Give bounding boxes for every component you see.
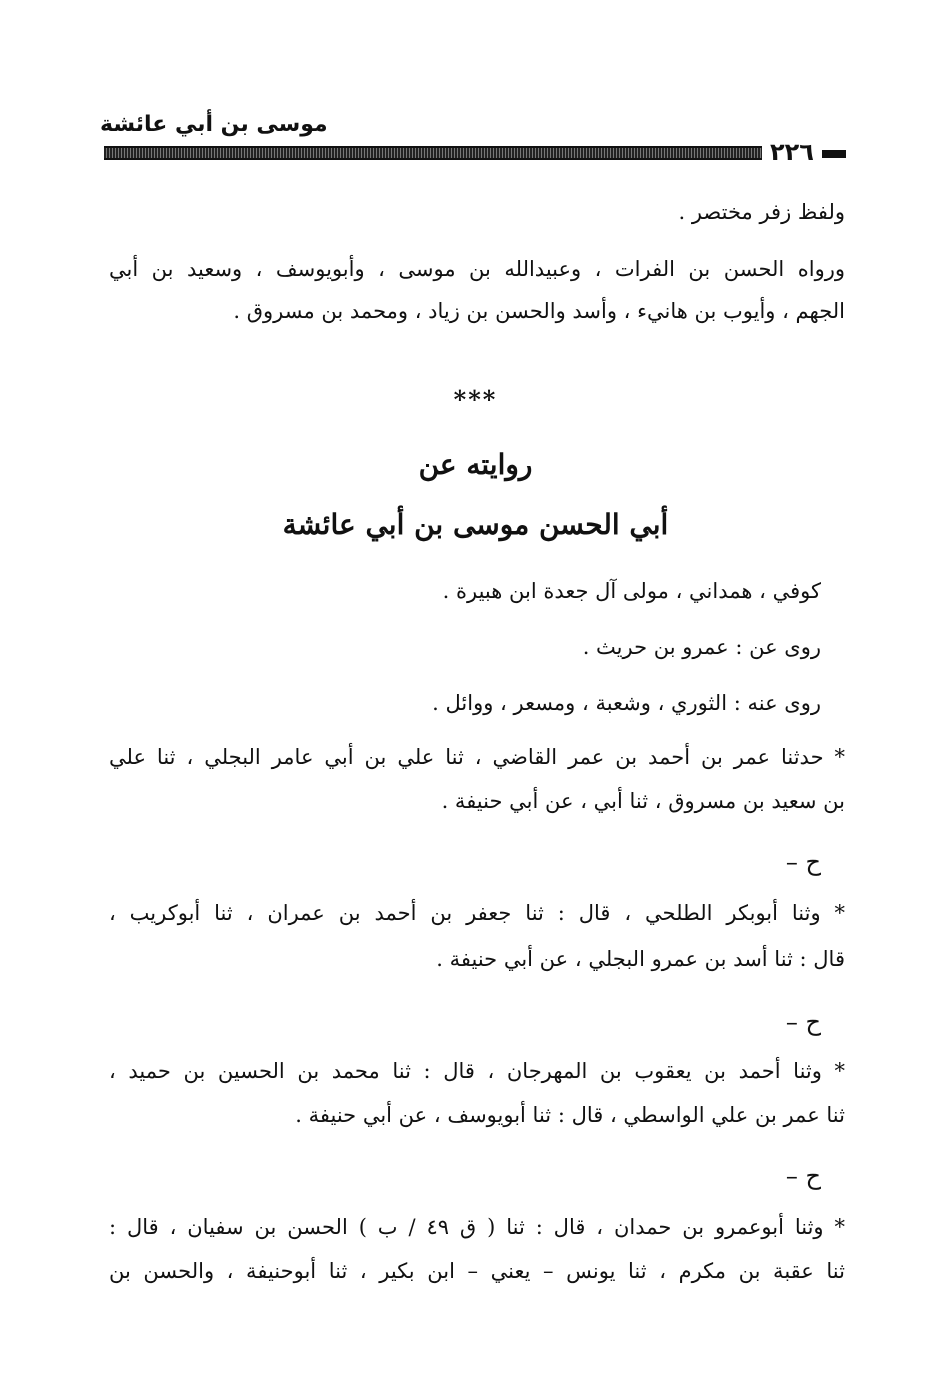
bio-origin: كوفي ، همداني ، مولى آل جعدة ابن هبيرة . [442, 579, 821, 603]
chain-line: بن سعيد بن مسروق ، ثنا أبي ، عن أبي حنيفة . [441, 789, 845, 813]
ha-transition-mark: ح – [785, 1162, 821, 1190]
page-number: ٢٢٦ [770, 138, 814, 166]
paragraph-line: ولفظ زفر مختصر . [678, 200, 845, 224]
bio-narrated-from: روى عن : عمرو بن حريث . [582, 635, 821, 659]
section-subheading: أبي الحسن موسى بن أبي عائشة [282, 508, 669, 541]
bio-narrated-by: روى عنه : الثوري ، وشعبة ، ومسعر ، ووائل . [432, 691, 821, 715]
running-title: موسى بن أبي عائشة [100, 112, 328, 137]
page-number-rule [822, 150, 846, 158]
chain-line: ثنا عمر بن علي الواسطي ، قال : ثنا أبويوسف ، عن أبي حنيفة . [295, 1103, 845, 1127]
section-heading: روايته عن [418, 448, 533, 481]
ha-transition-mark: ح – [785, 1008, 821, 1036]
chain-line: ثنا عقبة بن مكرم ، ثنا يونس – يعني – ابن بكير ، ثنا أبوحنيفة ، والحسن بن [109, 1259, 845, 1283]
chain-line: قال : ثنا أسد بن عمرو البجلي ، عن أبي حنيفة . [436, 947, 845, 971]
ha-transition-mark: ح – [785, 848, 821, 876]
chain-line: * وثنا أحمد بن يعقوب بن المهرجان ، قال : ثنا محمد بن الحسين بن حميد ، [109, 1059, 845, 1083]
paragraph-line: ورواه الحسن بن الفرات ، وعبيدالله بن موسى ، وأبويوسف ، وسعيد بن أبي [109, 257, 845, 281]
section-separator: *** [453, 385, 498, 414]
chain-line: * وثنا أبوبكر الطلحي ، قال : ثنا جعفر بن أحمد بن عمران ، ثنا أبوكريب ، [109, 901, 845, 925]
chain-line: * حدثنا عمر بن أحمد بن عمر القاضي ، ثنا علي بن أبي عامر البجلي ، ثنا علي [109, 745, 845, 769]
paragraph-line: الجهم ، وأيوب بن هانيء ، وأسد والحسن بن زياد ، ومحمد بن مسروق . [233, 299, 845, 323]
header-rule [104, 146, 762, 160]
chain-line: * وثنا أبوعمرو بن حمدان ، قال : ثنا ( ق ٤٩ / ب ) الحسن بن سفيان ، قال : [109, 1215, 845, 1239]
